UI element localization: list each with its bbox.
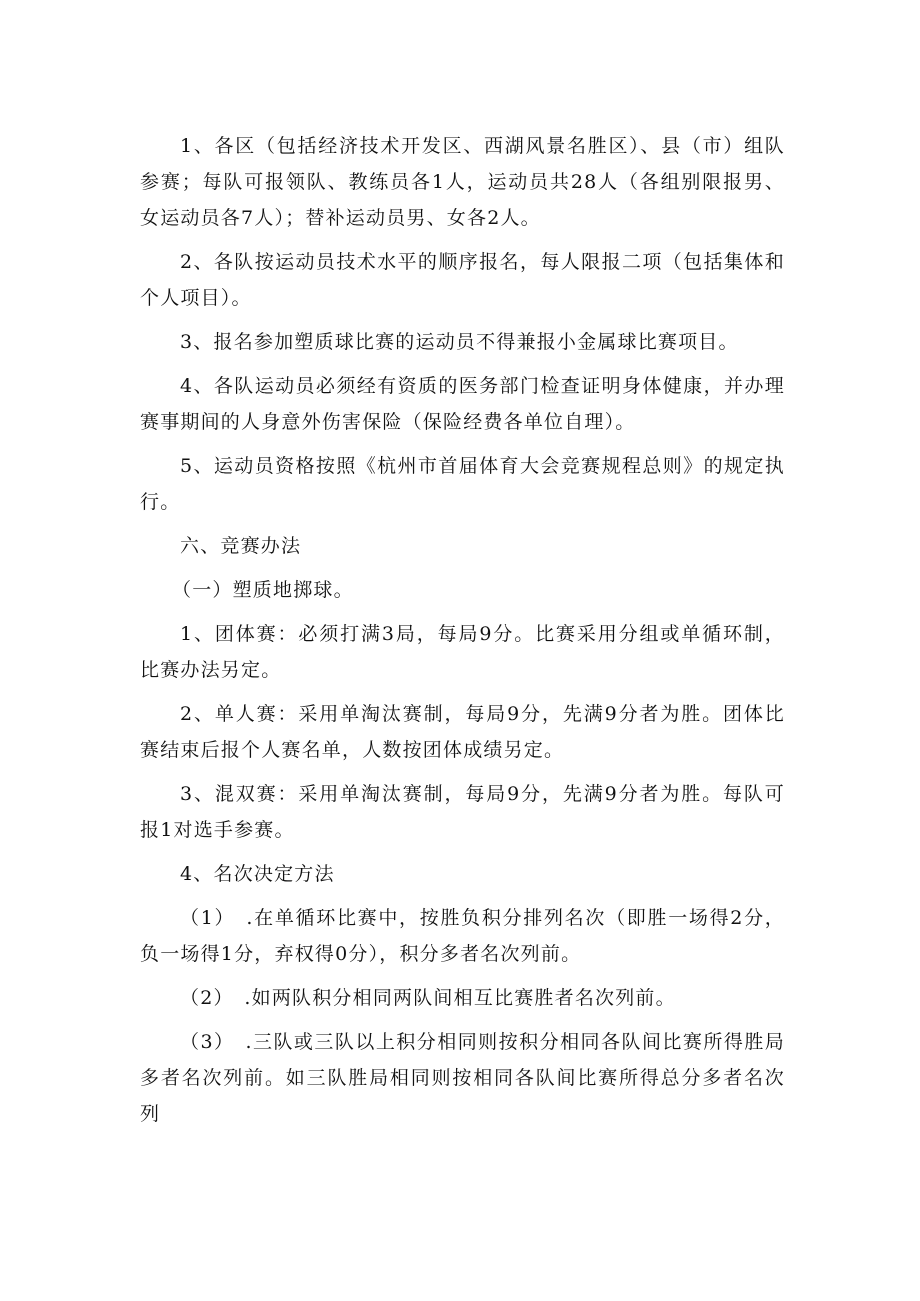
paragraph-ranking-rule-2: （2） .如两队积分相同两队间相互比赛胜者名次列前。 — [180, 987, 676, 1009]
paragraph-eligibility: 5、运动员资格按照《杭州市首届体育大会竞赛规程总则》的规定执行。 — [140, 455, 785, 513]
paragraph-registration-order: 2、各队按运动员技术水平的顺序报名，每人限报二项（包括集体和个人项目）。 — [140, 251, 785, 309]
paragraph-ranking-rule-1: （1） .在单循环比赛中，按胜负积分排列名次（即胜一场得2分，负一场得1分，弃权得0分），积分多者名次列前。 — [140, 907, 785, 965]
paragraph-registration-restriction: 3、报名参加塑质球比赛的运动员不得兼报小金属球比赛项目。 — [180, 331, 739, 353]
section-heading-competition-method: 六、竞赛办法 — [180, 535, 302, 557]
paragraph-mixed-doubles-event: 3、混双赛：采用单淘汰赛制，每局9分，先满9分者为胜。每队可报1对选手参赛。 — [140, 783, 785, 841]
paragraph-health-insurance: 4、各队运动员必须经有资质的医务部门检查证明身体健康，并办理赛事期间的人身意外伤害保险（保险经费各单位自理）。 — [140, 375, 785, 433]
paragraph-singles-event: 2、单人赛：采用单淘汰赛制，每局9分，先满9分者为胜。团体比赛结束后报个人赛名单，人数按团体成绩另定。 — [140, 703, 785, 761]
paragraph-ranking-method-title: 4、名次决定方法 — [180, 863, 335, 885]
document-body — [140, 128, 785, 1132]
paragraph-team-composition: 1、各区（包括经济技术开发区、西湖风景名胜区）、县（市）组队参赛；每队可报领队、教练员各1人，运动员共28人（各组别限报男、女运动员各7人）；替补运动员男、女各2人。 — [140, 135, 785, 229]
subsection-heading-plastic-bocce: （一）塑质地掷球。 — [172, 579, 354, 601]
paragraph-ranking-rule-3: （3） .三队或三队以上积分相同则按积分相同各队间比赛所得胜局多者名次列前。如三队胜局相同则按相同各队间比赛所得总分多者名次列 — [140, 1031, 785, 1125]
paragraph-team-event: 1、团体赛：必须打满3局，每局9分。比赛采用分组或单循环制，比赛办法另定。 — [140, 623, 785, 681]
